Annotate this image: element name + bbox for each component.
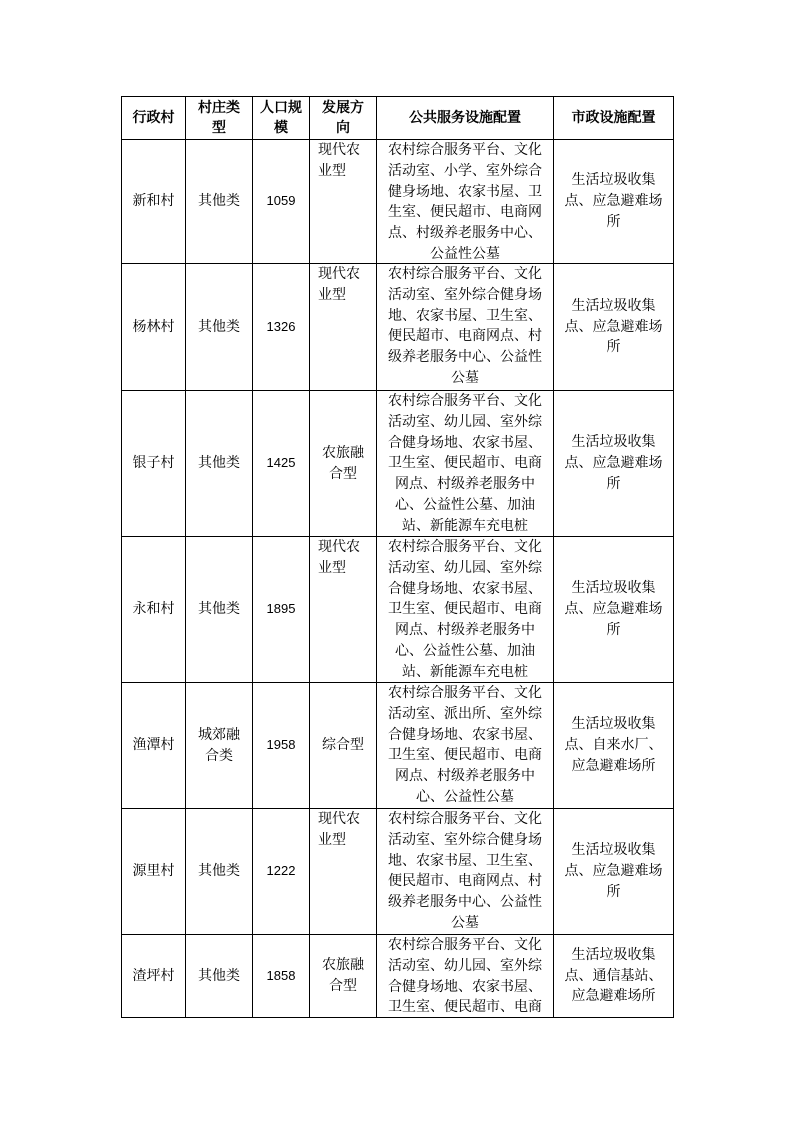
municipal-facilities-line: 所 (606, 883, 621, 900)
header-development-direction (310, 97, 377, 140)
municipal-facilities-line: 所 (606, 475, 621, 492)
development-direction-line: 合型 (329, 978, 357, 994)
cell-population (253, 264, 310, 391)
table-row (122, 683, 674, 809)
public-services-line: 合健身场地、农家书屋、 (388, 434, 542, 451)
village-name: 银子村 (132, 455, 175, 472)
municipal-facilities-line: 所 (606, 339, 621, 356)
population-value: 1222 (266, 863, 296, 879)
public-services-line: 农村综合服务平台、文化 (388, 937, 542, 953)
cell-village (122, 809, 186, 935)
village-name: 杨林村 (132, 318, 175, 335)
public-services-line: 站、新能源车充电桩 (402, 663, 528, 680)
table-row (122, 391, 674, 537)
public-services-line: 活动室、室外综合健身场 (388, 831, 542, 848)
cell-public-services (377, 809, 554, 935)
public-services-line: 农村综合服务平台、文化 (388, 142, 542, 158)
public-services-line: 点、村级养老服务中心、 (388, 225, 542, 242)
municipal-facilities-line: 点、自来水厂、 (564, 737, 663, 754)
public-services-line: 活动室、小学、室外综合 (388, 162, 542, 179)
public-services-line: 活动室、派出所、室外综 (388, 705, 542, 722)
cell-development-direction (310, 391, 377, 537)
village-type-line: 其他类 (198, 318, 240, 335)
village-facility-table (121, 96, 674, 1018)
cell-village-type (186, 809, 253, 935)
public-services-line: 农村综合服务平台、文化 (388, 685, 542, 701)
development-direction-line: 业型 (318, 831, 346, 848)
public-services-line: 农村综合服务平台、文化 (388, 811, 542, 827)
public-services-line: 公墓 (451, 914, 479, 931)
cell-municipal-facilities (554, 537, 674, 683)
cell-population (253, 537, 310, 683)
development-direction-line: 业型 (318, 559, 346, 576)
public-services-line: 网点、村级养老服务中 (395, 768, 535, 785)
village-name: 渣坪村 (132, 967, 175, 984)
development-direction-line: 业型 (318, 162, 346, 179)
village-name: 新和村 (132, 193, 175, 210)
cell-population (253, 140, 310, 264)
municipal-facilities-line: 生活垃圾收集 (571, 297, 656, 314)
cell-public-services (377, 391, 554, 537)
cell-village (122, 683, 186, 809)
header-village-label: 行政村 (132, 110, 175, 126)
header-public-services (377, 97, 554, 140)
cell-municipal-facilities (554, 264, 674, 391)
public-services-line: 公墓 (451, 369, 479, 386)
public-services-line: 生室、便民超市、电商网 (388, 204, 542, 221)
cell-population (253, 935, 310, 1018)
cell-development-direction (310, 140, 377, 264)
municipal-facilities-line: 生活垃圾收集 (571, 434, 656, 451)
public-services-line: 网点、村级养老服务中 (395, 476, 535, 493)
cell-village-type (186, 264, 253, 391)
municipal-facilities-line: 点、通信基站、 (564, 967, 663, 984)
header-population (253, 97, 310, 140)
population-value: 1958 (266, 737, 296, 753)
table-row (122, 935, 674, 1018)
development-direction-line: 业型 (318, 286, 346, 303)
cell-municipal-facilities (554, 935, 674, 1018)
header-village-type-line: 村庄类 (198, 100, 240, 116)
public-services-line: 农村综合服务平台、文化 (388, 266, 542, 282)
cell-village-type (186, 935, 253, 1018)
public-services-line: 便民超市、电商网点、村 (388, 873, 542, 890)
public-services-line: 地、农家书屋、卫生室、 (388, 307, 542, 324)
village-type-line: 其他类 (198, 193, 240, 210)
table-row (122, 537, 674, 683)
public-services-line: 健身场地、农家书屋、卫 (388, 183, 542, 200)
header-population-line: 模 (274, 120, 288, 136)
cell-public-services (377, 537, 554, 683)
cell-village (122, 140, 186, 264)
population-value: 1895 (266, 601, 296, 617)
public-services-line: 农村综合服务平台、文化 (388, 539, 542, 555)
village-name: 永和村 (132, 601, 175, 618)
public-services-line: 合健身场地、农家书屋、 (388, 580, 542, 597)
header-development-direction-line: 向 (336, 120, 350, 136)
municipal-facilities-line: 点、应急避难场 (564, 318, 663, 335)
municipal-facilities-line: 生活垃圾收集 (571, 580, 656, 597)
population-value: 1858 (266, 967, 296, 983)
cell-public-services (377, 683, 554, 809)
table-header-row (122, 97, 674, 140)
municipal-facilities-line: 所 (606, 621, 621, 638)
population-value: 1425 (266, 455, 296, 471)
municipal-facilities-line: 生活垃圾收集 (571, 842, 656, 859)
cell-village (122, 391, 186, 537)
village-name: 源里村 (132, 863, 175, 880)
development-direction-line: 现代农 (318, 811, 360, 827)
development-direction-line: 综合型 (322, 737, 364, 754)
cell-development-direction (310, 683, 377, 809)
header-village (122, 97, 186, 140)
table-row (122, 264, 674, 391)
municipal-facilities-line: 点、应急避难场 (564, 455, 663, 472)
development-direction-line: 合型 (329, 465, 357, 482)
municipal-facilities-line: 点、应急避难场 (564, 601, 663, 618)
cell-development-direction (310, 809, 377, 935)
population-value: 1059 (266, 193, 296, 209)
public-services-line: 卫生室、便民超市、电商 (388, 747, 542, 764)
cell-village (122, 537, 186, 683)
village-type-line: 其他类 (198, 601, 240, 618)
cell-development-direction (310, 537, 377, 683)
cell-population (253, 683, 310, 809)
header-municipal-facilities-label: 市政设施配置 (571, 110, 656, 126)
cell-municipal-facilities (554, 683, 674, 809)
municipal-facilities-line: 生活垃圾收集 (571, 946, 656, 963)
cell-municipal-facilities (554, 391, 674, 537)
table-row (122, 809, 674, 935)
cell-village-type (186, 391, 253, 537)
cell-village (122, 935, 186, 1018)
public-services-line: 心、公益性公墓、加油 (395, 642, 535, 659)
cell-village-type (186, 683, 253, 809)
header-municipal-facilities (554, 97, 674, 140)
cell-village-type (186, 140, 253, 264)
header-population-line: 人口规 (260, 100, 302, 116)
public-services-line: 活动室、幼儿园、室外综 (388, 559, 542, 576)
cell-village (122, 264, 186, 391)
cell-village-type (186, 537, 253, 683)
header-public-services-label: 公共服务设施配置 (409, 110, 521, 126)
public-services-line: 卫生室、便民超市、电商 (388, 601, 542, 618)
public-services-line: 活动室、幼儿园、室外综 (388, 413, 542, 430)
municipal-facilities-line: 生活垃圾收集 (571, 716, 656, 733)
municipal-facilities-line: 应急避难场所 (571, 757, 656, 774)
cell-public-services (377, 264, 554, 391)
public-services-line: 活动室、室外综合健身场 (388, 286, 542, 303)
public-services-line: 便民超市、电商网点、村 (388, 328, 542, 345)
public-services-line: 公益性公墓 (430, 245, 500, 262)
public-services-line: 心、公益性公墓 (416, 788, 514, 805)
village-type-line: 合类 (205, 747, 233, 764)
cell-population (253, 391, 310, 537)
development-direction-line: 农旅融 (322, 444, 364, 461)
public-services-line: 级养老服务中心、公益性 (388, 349, 542, 366)
cell-public-services (377, 935, 554, 1018)
cell-development-direction (310, 264, 377, 391)
public-services-line: 合健身场地、农家书屋、 (388, 726, 542, 743)
cell-municipal-facilities (554, 809, 674, 935)
cell-public-services (377, 140, 554, 264)
village-type-line: 其他类 (198, 863, 240, 880)
header-development-direction-line: 发展方 (322, 100, 364, 116)
public-services-line: 卫生室、便民超市、电商 (388, 455, 542, 472)
village-name: 渔潭村 (132, 737, 175, 754)
development-direction-line: 现代农 (318, 142, 360, 158)
municipal-facilities-line: 应急避难场所 (571, 988, 656, 1005)
village-type-line: 其他类 (198, 967, 240, 984)
municipal-facilities-line: 所 (606, 213, 621, 230)
table-row (122, 140, 674, 264)
public-services-line: 活动室、幼儿园、室外综 (388, 957, 542, 974)
development-direction-line: 农旅融 (322, 957, 364, 974)
header-village-type-line: 型 (212, 120, 226, 136)
public-services-line: 心、公益性公墓、加油 (395, 496, 535, 513)
cell-development-direction (310, 935, 377, 1018)
public-services-line: 级养老服务中心、公益性 (388, 894, 542, 911)
municipal-facilities-line: 生活垃圾收集 (571, 172, 656, 189)
public-services-line: 站、新能源车充电桩 (402, 517, 528, 534)
public-services-line: 地、农家书屋、卫生室、 (388, 852, 542, 869)
population-value: 1326 (266, 318, 296, 334)
municipal-facilities-line: 点、应急避难场 (564, 863, 663, 880)
village-type-line: 城郊融 (198, 726, 240, 743)
cell-population (253, 809, 310, 935)
public-services-line: 农村综合服务平台、文化 (388, 393, 542, 409)
cell-municipal-facilities (554, 140, 674, 264)
public-services-line: 网点、村级养老服务中 (395, 622, 535, 639)
public-services-line: 合健身场地、农家书屋、 (388, 978, 542, 995)
public-services-line: 卫生室、便民超市、电商 (388, 999, 542, 1016)
development-direction-line: 现代农 (318, 266, 360, 282)
development-direction-line: 现代农 (318, 539, 360, 555)
municipal-facilities-line: 点、应急避难场 (564, 193, 663, 210)
header-village-type (186, 97, 253, 140)
village-type-line: 其他类 (198, 455, 240, 472)
